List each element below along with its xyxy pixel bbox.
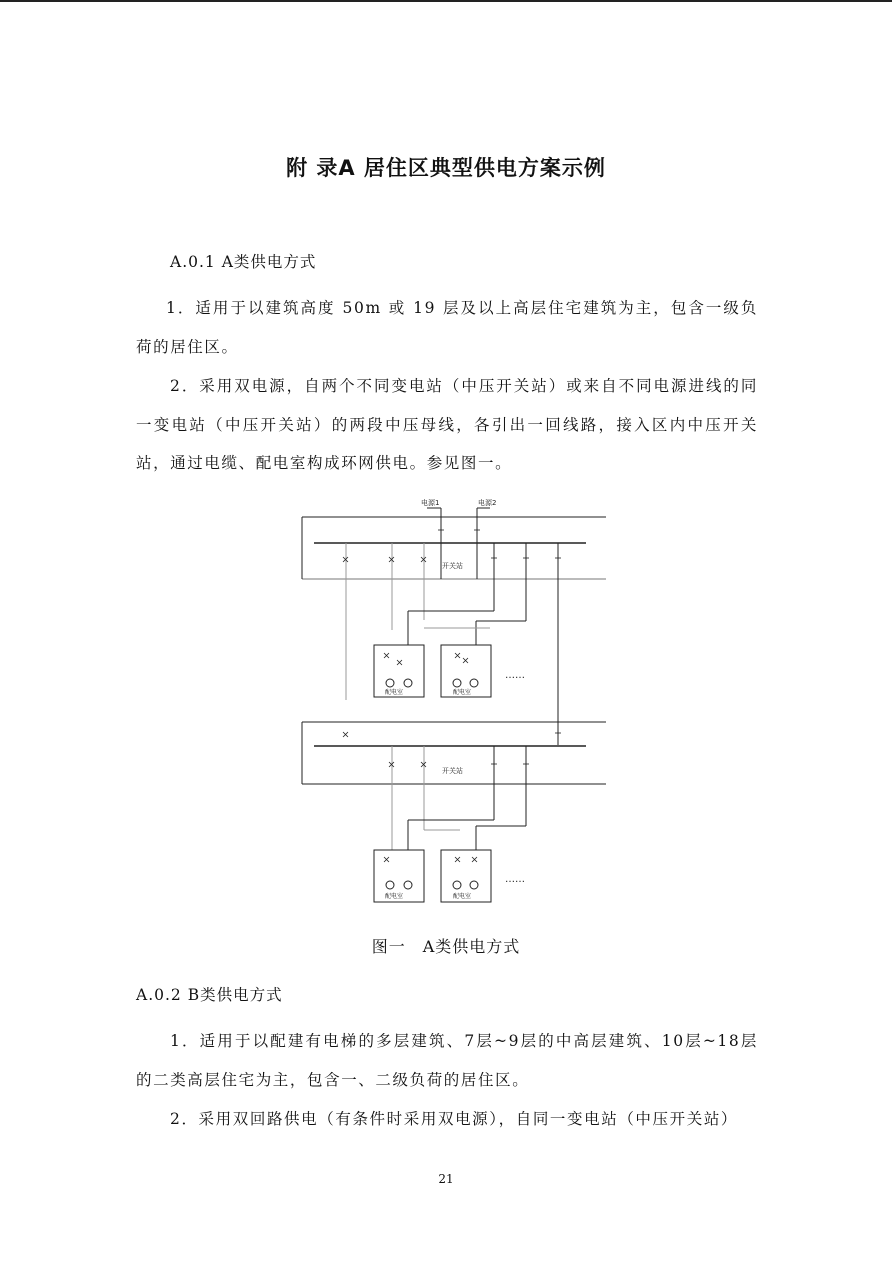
paragraph-b-item-2-text: 2．采用双回路供电（有条件时采用双电源），自同一变电站（中压开关站） xyxy=(170,1110,739,1128)
section-heading-a02: A.0.2 B类供电方式 xyxy=(136,986,283,1004)
section-heading-a01: A.0.1 A类供电方式 xyxy=(170,253,317,271)
figure-caption: 图一 A类供电方式 xyxy=(371,937,521,956)
paragraph-b-item-1 xyxy=(136,1022,758,1099)
room-1-label: 配电室 xyxy=(385,689,404,696)
room-4-label: 配电室 xyxy=(453,893,472,900)
room-ellipsis-lower: …… xyxy=(505,874,525,885)
paragraph-a-item-1 xyxy=(136,289,758,366)
feeder-lines-lower xyxy=(392,746,526,850)
page-top-border xyxy=(0,0,892,2)
feeder-lines-upper xyxy=(346,543,558,745)
paragraph-a-item-2-text: 2．采用双电源，自两个不同变电站（中压开关站）或来自不同电源进线的同一变电站（中压开关站）的两段中压母线，各引出一回线路，接入区内中压开关站，通过电缆、配电室构成环网供电。参见图一。 xyxy=(136,377,758,472)
room-ellipsis-upper: …… xyxy=(505,670,525,681)
paragraph-b-item-2 xyxy=(136,1100,758,1139)
room-2-label: 配电室 xyxy=(453,689,472,696)
page-title: 附 录A 居住区典型供电方案示例 xyxy=(286,156,606,180)
breaker-marks xyxy=(343,530,561,862)
page-number: 21 xyxy=(438,1172,454,1186)
source-2-label: 电源2 xyxy=(478,499,497,507)
room-3-label: 配电室 xyxy=(385,893,404,900)
power-supply-diagram xyxy=(290,490,610,910)
source-1-label: 电源1 xyxy=(421,499,440,507)
paragraph-a-item-1-text: 1．适用于以建筑高度 50m 或 19 层及以上高层住宅建筑为主，包含一级负荷的居住区。 xyxy=(136,299,758,356)
station-2-label: 开关站 xyxy=(442,767,463,775)
paragraph-b-item-1-text: 1．适用于以配建有电梯的多层建筑、7层~9层的中高层建筑、10层~18层的二类高层住宅为主，包含一、二级负荷的居住区。 xyxy=(136,1032,758,1089)
paragraph-a-item-2 xyxy=(136,367,758,483)
station-1-label: 开关站 xyxy=(442,562,463,570)
